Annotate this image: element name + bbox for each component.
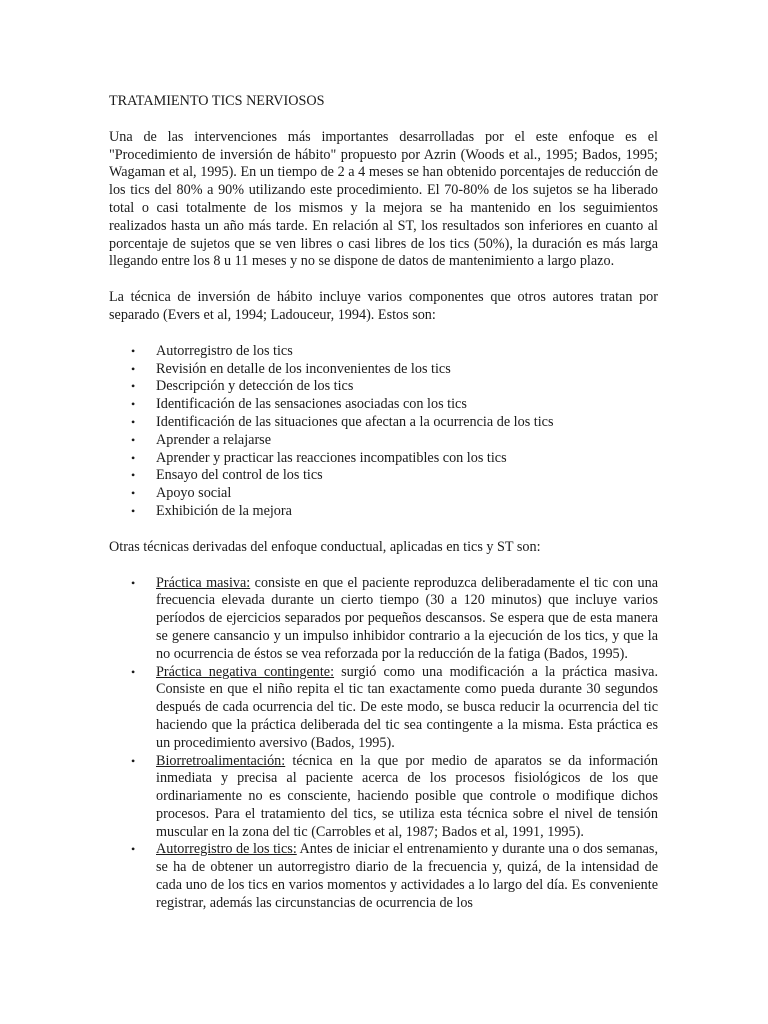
technique-term: Práctica negativa contingente: xyxy=(156,663,335,680)
techniques-intro-paragraph: Otras técnicas derivadas del enfoque conductual, aplicadas en tics y ST son: xyxy=(109,538,541,555)
list-item-text: Aprender a relajarse xyxy=(156,431,272,448)
list-item xyxy=(109,467,658,485)
intro-paragraph: Una de las intervenciones más importantes desarrolladas por el este enfoque es el "Procedimiento de inversión de hábito" propuesto por Azrin (Woods et al., 1995; Bados, 1995; Wagaman et al, 1995). En un tiempo de 2 a 4 meses se han obtenido porcentajes de reducción de los tics del 80% a 90% utilizando este procedimiento. El 70-80% de los sujetos se ha liberado total o casi totalmente de los mismos y la mejora se ha mantenido en los seguimientos realizados hasta un año más tarde. En relación al ST, los resultados son inferiores en cuanto al porcentaje de sujetos que se ven libres o casi libres de los tics (50%), la duración es más larga llegando entre los 8 u 11 meses y no se dispone de datos de mantenimiento a largo plazo. xyxy=(109,128,658,270)
list-item-text: Ensayo del control de los tics xyxy=(156,467,323,484)
technique-term: Biorretroalimentación: xyxy=(156,752,286,769)
bullet-icon: • xyxy=(131,486,136,501)
list-item xyxy=(109,753,658,842)
list-item-text: Exhibición de la mejora xyxy=(156,502,292,519)
bullet-icon: • xyxy=(131,842,136,857)
technique-description: surgió como una modificación a la práctica masiva. Consiste en que el niño repita el tic tan exactamente como pueda durante 30 segundos después de cada ocurrencia del tic. De este modo, se busca reducir la ocurrencia del tic haciendo que la práctica deliberada del tic sea contingente a la misma. Esta práctica es un procedimiento aversivo (Bados, 1995). xyxy=(156,663,659,751)
list-item xyxy=(109,432,658,450)
bullet-icon: • xyxy=(131,575,136,590)
components-list xyxy=(109,343,658,521)
list-item xyxy=(109,343,658,361)
bullet-icon: • xyxy=(131,468,136,483)
list-item xyxy=(109,378,658,396)
list-item xyxy=(109,664,658,753)
technique-description: Antes de iniciar el entrenamiento y durante una o dos semanas, se ha de obtener un autorregistro diario de la frecuencia y, quizá, de la intensidad de cada uno de los tics en varios momentos y actividades a lo largo del día. Es conveniente registrar, además las circunstancias de ocurrencia de los xyxy=(156,841,658,911)
techniques-list xyxy=(109,575,658,913)
list-item-text: Apoyo social xyxy=(156,485,232,502)
list-item xyxy=(109,396,658,414)
list-item-text: Revisión en detalle de los inconvenientes de los tics xyxy=(156,360,451,377)
list-item xyxy=(109,450,658,468)
document-title: TRATAMIENTO TICS NERVIOSOS xyxy=(109,93,325,109)
list-item xyxy=(109,414,658,432)
list-item-text: Autorregistro de los tics xyxy=(156,342,293,359)
list-item xyxy=(109,841,658,912)
list-item xyxy=(109,503,658,521)
bullet-icon: • xyxy=(131,343,136,358)
technique-term: Autorregistro de los tics: xyxy=(156,841,297,858)
components-intro-paragraph: La técnica de inversión de hábito incluye varios componentes que otros autores tratan por separado (Evers et al, 1994; Ladouceur, 1994). Estos son: xyxy=(109,289,658,323)
bullet-icon: • xyxy=(131,397,136,412)
technique-description: técnica en la que por medio de aparatos se da información inmediata y precisa al paciente acerca de los procesos fisiológicos de los que ordinariamente no es consciente, haciendo posible que controle o modifique dichos procesos. Para el tratamiento del tics, se utiliza esta técnica sobre el nivel de tensión muscular en la zona del tic (Carrobles et al, 1987; Bados et al, 1991, 1995). xyxy=(156,752,658,840)
bullet-icon: • xyxy=(131,664,136,679)
list-item-text: Identificación de las sensaciones asociadas con los tics xyxy=(156,396,467,413)
list-item xyxy=(109,575,658,664)
bullet-icon: • xyxy=(131,379,136,394)
list-item-text: Descripción y detección de los tics xyxy=(156,378,354,395)
bullet-icon: • xyxy=(131,432,136,447)
bullet-icon: • xyxy=(131,450,136,465)
bullet-icon: • xyxy=(131,503,136,518)
list-item-text: Identificación de las situaciones que afectan a la ocurrencia de los tics xyxy=(156,413,554,430)
technique-term: Práctica masiva: xyxy=(156,574,251,591)
list-item xyxy=(109,485,658,503)
bullet-icon: • xyxy=(131,414,136,429)
document-page xyxy=(109,93,658,931)
list-item xyxy=(109,361,658,379)
list-item-text: Aprender y practicar las reacciones incompatibles con los tics xyxy=(156,449,507,466)
bullet-icon: • xyxy=(131,753,136,768)
bullet-icon: • xyxy=(131,361,136,376)
technique-description: consiste en que el paciente reproduzca deliberadamente el tic con una frecuencia elevada durante un cierto tiempo (30 a 120 minutos) que incluye varios períodos de ejercicios separados por pequeños descansos. Se espera que de esta manera se genere cansancio y un impulso inhibidor contrario a la ejecución de los tics, y que la no ocurrencia de éstos se vea reforzada por la reducción de la fatiga (Bados, 1995). xyxy=(156,574,658,662)
